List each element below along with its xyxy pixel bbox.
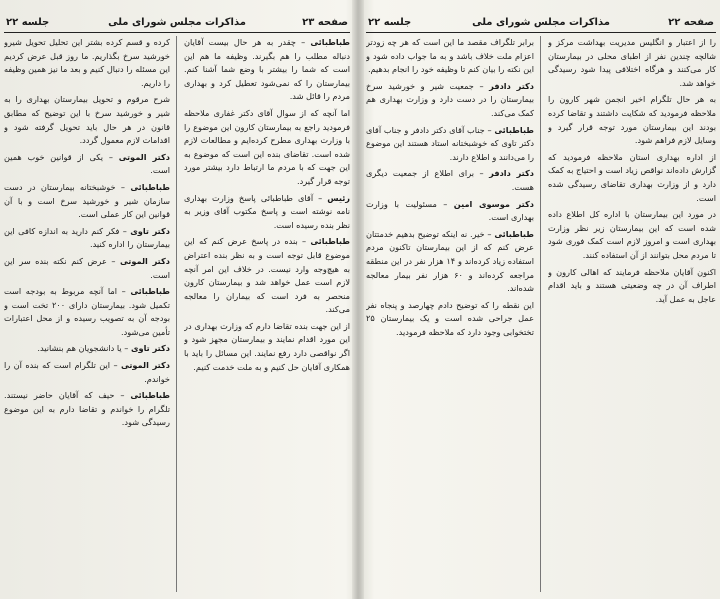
paragraph-text: – برای اطلاع از جمعیت دیگری هست. xyxy=(366,168,534,192)
paragraph-text: – یا دانشجویان هم بنشانید. xyxy=(37,343,129,354)
paragraph xyxy=(4,181,170,222)
paragraph-text: برابر تلگراف مقصد ما این است که هر چه زودتر اعزام ملت خلاف باشد و به ما جواب داده شود و این نکته را بیان کنم تا وظیفه خود را انجام بدهیم. xyxy=(366,37,534,75)
speaker-name: دکتر تاوی xyxy=(131,343,170,354)
paragraph xyxy=(4,151,170,178)
paragraph-text: – عرض کنم نکته بنده سر این است. xyxy=(4,255,170,280)
paragraph-text: – آقای طباطبائی پاسخ وزارت بهداری نامه نوشته است و پاسخ مکتوب آقای وزیر به نظر بنده رسیده است. xyxy=(184,192,350,230)
right-page xyxy=(366,0,716,599)
paragraph xyxy=(184,235,350,317)
paragraph xyxy=(366,228,534,296)
session-number: جلسه ۲۲ xyxy=(6,17,50,28)
paragraph xyxy=(4,342,170,356)
paragraph-text: – جناب آقای دکتر دادفر و جناب آقای دکتر تاوی که خوشبختانه استاد هستند این موضوع را می‌دانند و اطلاع دارند. xyxy=(366,124,534,162)
paragraph xyxy=(548,151,716,205)
paragraph xyxy=(184,192,350,233)
paragraph xyxy=(548,36,716,90)
paragraph-text: اکنون آقایان ملاحظه فرمایند که اهالی کارون و اطراف آن در چه وضعیتی هستند و باید اقدام عاجل به عمل آید. xyxy=(548,266,716,304)
paragraph-text: – مسئولیت با وزارت بهداری است. xyxy=(366,198,534,223)
paragraph-text: کرده و قسم کرده بشتر این تحلیل تحویل شیرو خورشید سرخ بگذاریم. ما روز قبل عرض کردیم این مسئله را دنبال کنیم و بعد ما نیز همین وظیفه را داریم. xyxy=(4,37,170,88)
left-page xyxy=(4,0,350,599)
paragraph-text: – اما آنچه مربوط به بودجه است تکمیل شود. بیمارستان دارای ۲۰۰ تخت است و بودجه آن به تصویب رسیده و از محل اعتبارات تأمین می‌شود. xyxy=(4,286,170,337)
speaker-name: دکتر الموتی xyxy=(119,255,170,266)
speaker-name: طباطبائی xyxy=(310,236,350,247)
speaker-name: طباطبائی xyxy=(494,228,534,239)
left-page-header xyxy=(4,16,350,33)
paragraph xyxy=(184,36,350,104)
speaker-name: دکتر الموتی xyxy=(121,360,170,371)
speaker-name: طباطبائی xyxy=(310,37,350,47)
paragraph-text: – فکر کنم دارید به اندازه کافی این بیمارستان را اداره کنید. xyxy=(4,225,170,250)
speaker-name: طباطبائی xyxy=(494,124,534,135)
paragraph xyxy=(548,93,716,147)
paragraph xyxy=(4,285,170,339)
speaker-name: دکتر موسوی امین xyxy=(453,198,534,209)
paragraph-text: این نقطه را که توضیح دادم چهارصد و پنجاه نفر عمل جراحی شده است و یک بیمارستان ۲۵ تختخوابی وجود دارد که ملاحظه فرمودید. xyxy=(366,299,534,337)
paragraph-text: – خیر. نه اینکه توضیح بدهیم خدمتتان عرض کنم که از این بیمارستان تاکنون مردم استفاده زیاد کرده‌اند و ۱۴ هزار نفر در این منطقه مراجعه کرده‌اند و ۶۰ هزار نفر بیمار معالجه شده‌اند. xyxy=(366,228,534,294)
paragraph xyxy=(366,36,534,77)
paragraph-text: شرح مرقوم و تحویل بیمارستان بهداری را به شیر و خورشید سرخ با این توضیح که مطابق قانون در هر حال باید تحویل گرفته شود و اقدامات لازم معمول گردد. xyxy=(4,94,170,146)
right-page-column-right xyxy=(548,36,716,592)
speaker-name: طباطبائی xyxy=(130,286,170,297)
paragraph xyxy=(4,93,170,147)
paragraph-text: – چقدر به هر حال بیست آقایان دنباله مطلب را هم بگیرند. وظیفه ما هم این است که شما را بیشتر با وضع شما آشنا کنم. بیمارستان را که نمی‌شود تعطیل کرد و بهداری مردم را قائل شد. xyxy=(184,37,350,102)
paragraph-text: – حیف که آقایان حاضر نیستند. تلگرام را خواندم و تقاضا دارم به این موضوع رسیدگی شود. xyxy=(4,390,170,428)
paragraph xyxy=(548,208,716,262)
paragraph xyxy=(4,359,170,386)
left-page-column-left xyxy=(4,36,170,592)
speaker-name: دکتر دادفر xyxy=(489,80,534,91)
page-number: صفحه ۲۲ xyxy=(668,17,714,28)
paragraph xyxy=(184,320,350,374)
paragraph-text: در مورد این بیمارستان با اداره کل اطلاع داده شده است که این بیمارستان زیر نظر وزارت بهداری است و امروز لازم است کمک فوری شود تا مردم محل بتوانند از آن استفاده کنند. xyxy=(548,209,716,260)
speaker-name: طباطبائی xyxy=(130,181,170,192)
book-gutter xyxy=(352,0,364,599)
running-title: مذاکرات مجلس شورای ملی xyxy=(108,17,246,28)
paragraph-text: – خوشبختانه بیمارستان در دست سازمان شیر و خورشید سرخ است و با آن قوانین این کار عملی است. xyxy=(4,181,170,220)
paragraph xyxy=(366,299,534,340)
column-divider xyxy=(540,36,541,592)
paragraph xyxy=(4,225,170,252)
paragraph xyxy=(366,80,534,121)
paragraph xyxy=(366,198,534,225)
paragraph-text: – یکی از قوانین خوب همین است. xyxy=(4,151,170,176)
speaker-name: دکتر تاوی xyxy=(130,225,170,236)
right-page-column-left xyxy=(366,36,534,592)
speaker-name: طباطبائی xyxy=(130,390,170,401)
speaker-name: رئیس xyxy=(327,192,350,203)
running-title: مذاکرات مجلس شورای ملی xyxy=(472,17,610,28)
paragraph xyxy=(4,36,170,90)
paragraph-text: – جمعیت شیر و خورشید سرخ بیمارستان را در دست دارد و وزارت بهداری هم کمک می‌کند. xyxy=(366,80,534,118)
paragraph-text: – بنده در پاسخ عرض کنم که این موضوع قابل توجه است و به نظر بنده اعتراض به هیچ‌وجه وارد نیست. در خلاف این امر آنچه لازم است عمل خواهد شد و بیمارستان کارون منحصر به فرد است که بیماران را معالجه می‌کند. xyxy=(184,236,350,315)
paragraph-text: را از اعتبار و انگلیس مدیریت بهداشت مرکز و شالچه چندین نفر از اطبای محلی در بیمارستان کار می‌کنند و هرگاه اختلافی پیدا شود رسیدگی خواهد شد. xyxy=(548,37,716,88)
paragraph-text: از اداره بهداری استان ملاحظه فرمودید که گزارش داده‌اند نواقص زیاد است و احتیاج به کمک دارد و از وزارت بهداری تقاضای رسیدگی شده است. xyxy=(548,151,716,203)
speaker-name: دکتر الموتی xyxy=(118,151,170,162)
paragraph xyxy=(548,266,716,307)
paragraph xyxy=(184,107,350,189)
right-page-header xyxy=(366,16,716,33)
paragraph xyxy=(4,255,170,282)
speaker-name: دکتر دادفر xyxy=(489,168,534,179)
paragraph xyxy=(366,124,534,165)
paragraph-text: – این تلگرام است که بنده آن را خواندم. xyxy=(4,360,170,384)
paragraph xyxy=(4,389,170,430)
column-divider xyxy=(176,36,177,592)
paragraph-text: از این جهت بنده تقاضا دارم که وزارت بهداری در این مورد اقدام نمایند و بیمارستان مجهز شود و اگر نواقصی دارد رفع نمایند. این مسائل را باید با همکاری آقایان حل کنیم و به ملت خدمت کنیم. xyxy=(184,320,350,372)
paragraph-text: به هر حال تلگرام اخیر انجمن شهر کارون را ملاحظه فرمودید که شکایت داشتند و تقاضا کرده بودند این بیمارستان مورد توجه قرار گیرد و وسایل لازم فراهم شود. xyxy=(548,94,716,146)
session-number: جلسه ۲۲ xyxy=(368,17,412,28)
left-page-column-right xyxy=(184,36,350,592)
page-number: صفحه ۲۳ xyxy=(302,17,348,28)
paragraph-text: اما آنچه که از سوال آقای دکتر غفاری ملاحظه فرمودید راجع به بیمارستان کارون این موضوع را با وزارت بهداری مطرح کرده‌ایم و مطالعات لازم شده است. تقاضای بنده این است که موضوع به این جهت که با مردم ما ارتباط دارد بیشتر مورد توجه قرار گیرد. xyxy=(184,107,350,186)
paragraph xyxy=(366,167,534,194)
